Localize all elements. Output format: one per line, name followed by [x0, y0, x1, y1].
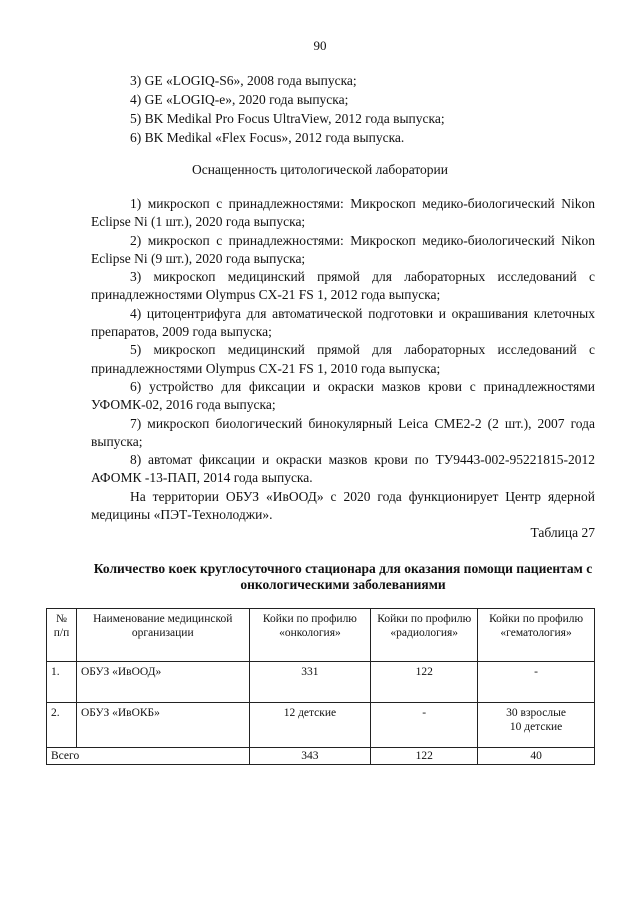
list-item: 6) устройство для фиксации и окраски мазков крови с принадлежностями УФОМК-02, 2016 года выпуска; — [91, 378, 595, 413]
beds-table — [46, 608, 595, 765]
table-row — [47, 703, 595, 748]
list-item: 7) микроскоп биологический бинокулярный Leica CME2-2 (2 шт.), 2007 года выпуска; — [91, 415, 595, 449]
list-item: 8) автомат фиксации и окраски мазков крови по ТУ9443-002-95221815-2012 АФОМК -13-ПАП, 2014 года выпуска. — [91, 452, 595, 486]
list-item: 3) GE «LOGIQ-S6», 2008 года выпуска; — [130, 73, 357, 88]
cell-hematology — [478, 662, 595, 703]
cell-num: 2. — [47, 703, 77, 748]
cell-hematology — [478, 703, 595, 748]
list-item: 2) микроскоп с принадлежностями: Микроскоп медико-биологический Nikon Eclipse Ni (9 шт.), 2020 года выпуска; — [91, 232, 595, 266]
table-title: Количество коек круглосуточного стационара для оказания помощи пациентам с онкологическими заболеваниями — [93, 561, 593, 592]
cell-line: 10 детские — [509, 721, 563, 733]
list-item: 5) BK Medikal Pro Focus UltraView, 2012 года выпуска; — [130, 111, 445, 126]
cell-oncology: 12 детские — [249, 703, 371, 748]
table-header-row — [47, 609, 595, 662]
equipment-list-continued — [130, 71, 445, 147]
cell-organization: ОБУЗ «ИвОКБ» — [76, 703, 249, 748]
header-radiology: Койки по профилю «радиология» — [371, 609, 478, 662]
cell-organization: ОБУЗ «ИвООД» — [76, 662, 249, 703]
total-oncology: 343 — [249, 748, 371, 765]
cell-line: 30 взрослые — [506, 707, 566, 719]
header-num: № п/п — [47, 609, 77, 662]
lab-equipment-list — [91, 195, 595, 524]
body-paragraph: На территории ОБУЗ «ИвООД» с 2020 года функционирует Центр ядерной медицины «ПЭТ-Технолоджи». — [91, 488, 595, 523]
section-heading: Оснащенность цитологической лаборатории — [191, 162, 449, 177]
list-item: 6) BK Medikal «Flex Focus», 2012 года выпуска. — [130, 130, 405, 145]
list-item: 3) микроскоп медицинский прямой для лабораторных исследований с принадлежностями Olympus CX-21 FS 1, 2012 года выпуска; — [91, 269, 595, 303]
total-hematology: 40 — [478, 748, 595, 765]
list-item: 5) микроскоп медицинский прямой для лабораторных исследований с принадлежностями Olympus CX-21 FS 1, 2010 года выпуска; — [91, 342, 595, 376]
cell-oncology: 331 — [249, 662, 371, 703]
page-number: 90 — [313, 38, 327, 53]
table-label: Таблица 27 — [530, 525, 595, 540]
total-label: Всего — [47, 748, 250, 765]
header-oncology: Койки по профилю «онкология» — [249, 609, 371, 662]
list-item: 4) GE «LOGIQ-e», 2020 года выпуска; — [130, 92, 349, 107]
header-hematology: Койки по профилю «гематология» — [478, 609, 595, 662]
cell-line: - — [534, 666, 538, 678]
table-row — [47, 662, 595, 703]
list-item: 4) цитоцентрифуга для автоматической подготовки и окрашивания клеточных препаратов, 2009 года выпуска; — [91, 305, 595, 340]
cell-radiology: - — [371, 703, 478, 748]
cell-num: 1. — [47, 662, 77, 703]
header-organization: Наименование медицинской организации — [76, 609, 249, 662]
table-total-row — [47, 748, 595, 765]
total-radiology: 122 — [371, 748, 478, 765]
list-item: 1) микроскоп с принадлежностями: Микроскоп медико-биологический Nikon Eclipse Ni (1 шт.), 2020 года выпуска; — [91, 196, 595, 230]
cell-radiology: 122 — [371, 662, 478, 703]
